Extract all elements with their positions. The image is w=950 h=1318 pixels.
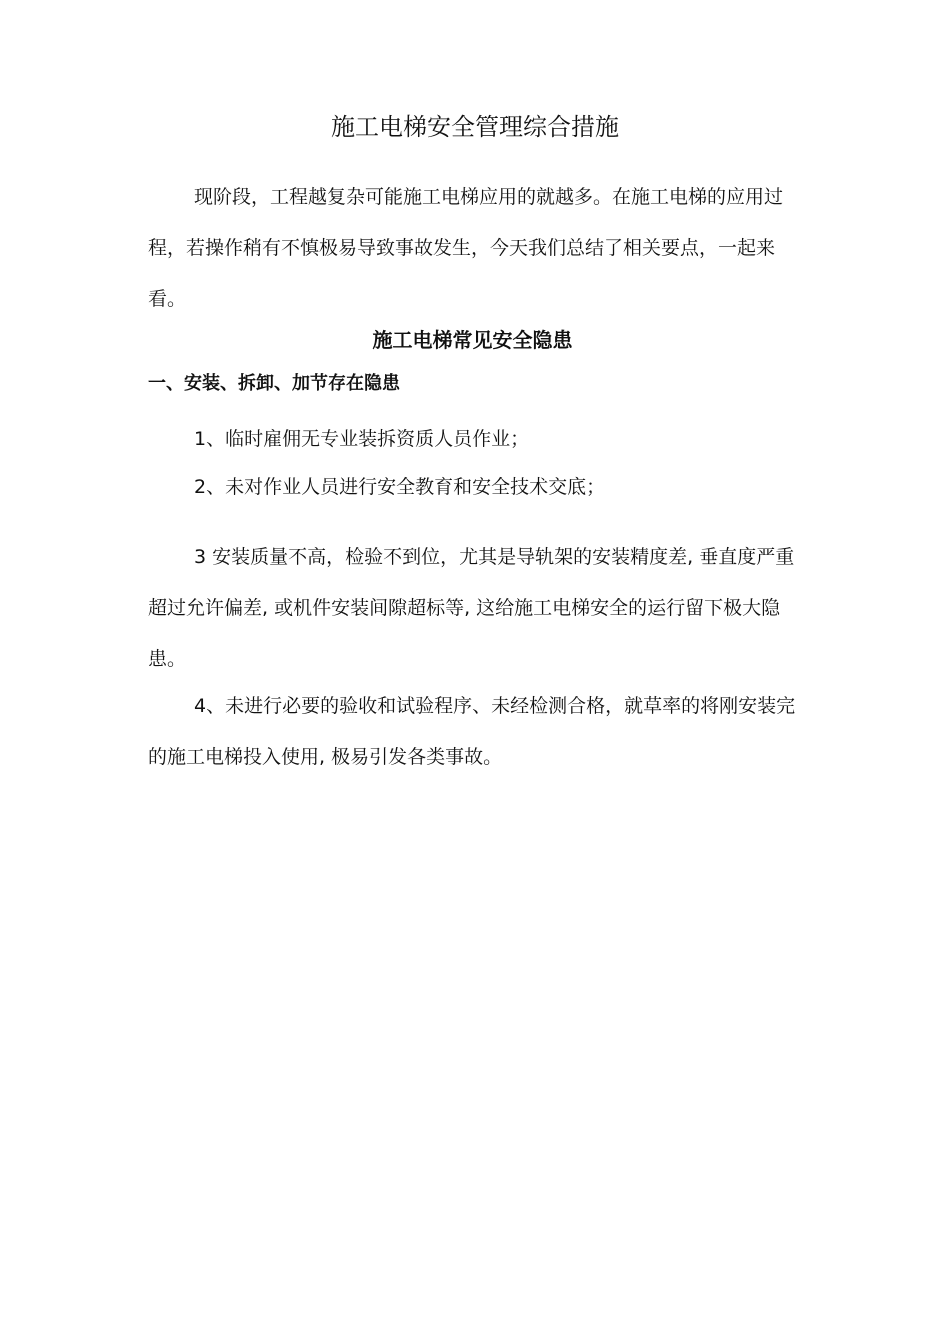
- section-heading: 一、安装、拆卸、加节存在隐患: [148, 373, 400, 394]
- list-item-1: 1、临时雇佣无专业装拆资质人员作业；: [194, 428, 530, 450]
- list-item-3: 3 安装质量不高，检验不到位，尤其是导轨架的安装精度差, 垂直度严重超过允许偏差, 或机件安装间隙超标等, 这给施工电梯安全的运行留下极大隐患。: [148, 546, 795, 670]
- intro-paragraph: 现阶段，工程越复杂可能施工电梯应用的就越多。在施工电梯的应用过程，若操作稍有不慎极易导致事故发生，今天我们总结了相关要点，一起来看。: [148, 186, 784, 310]
- list-item-4: 4、未进行必要的验收和试验程序、未经检测合格，就草率的将刚安装完的施工电梯投入使用, 极易引发各类事故。: [148, 695, 796, 768]
- list-item-2: 2、未对作业人员进行安全教育和安全技术交底；: [194, 476, 606, 498]
- section-subheading: 施工电梯常见安全隐患: [372, 328, 573, 352]
- document-title: 施工电梯安全管理综合措施: [331, 113, 619, 141]
